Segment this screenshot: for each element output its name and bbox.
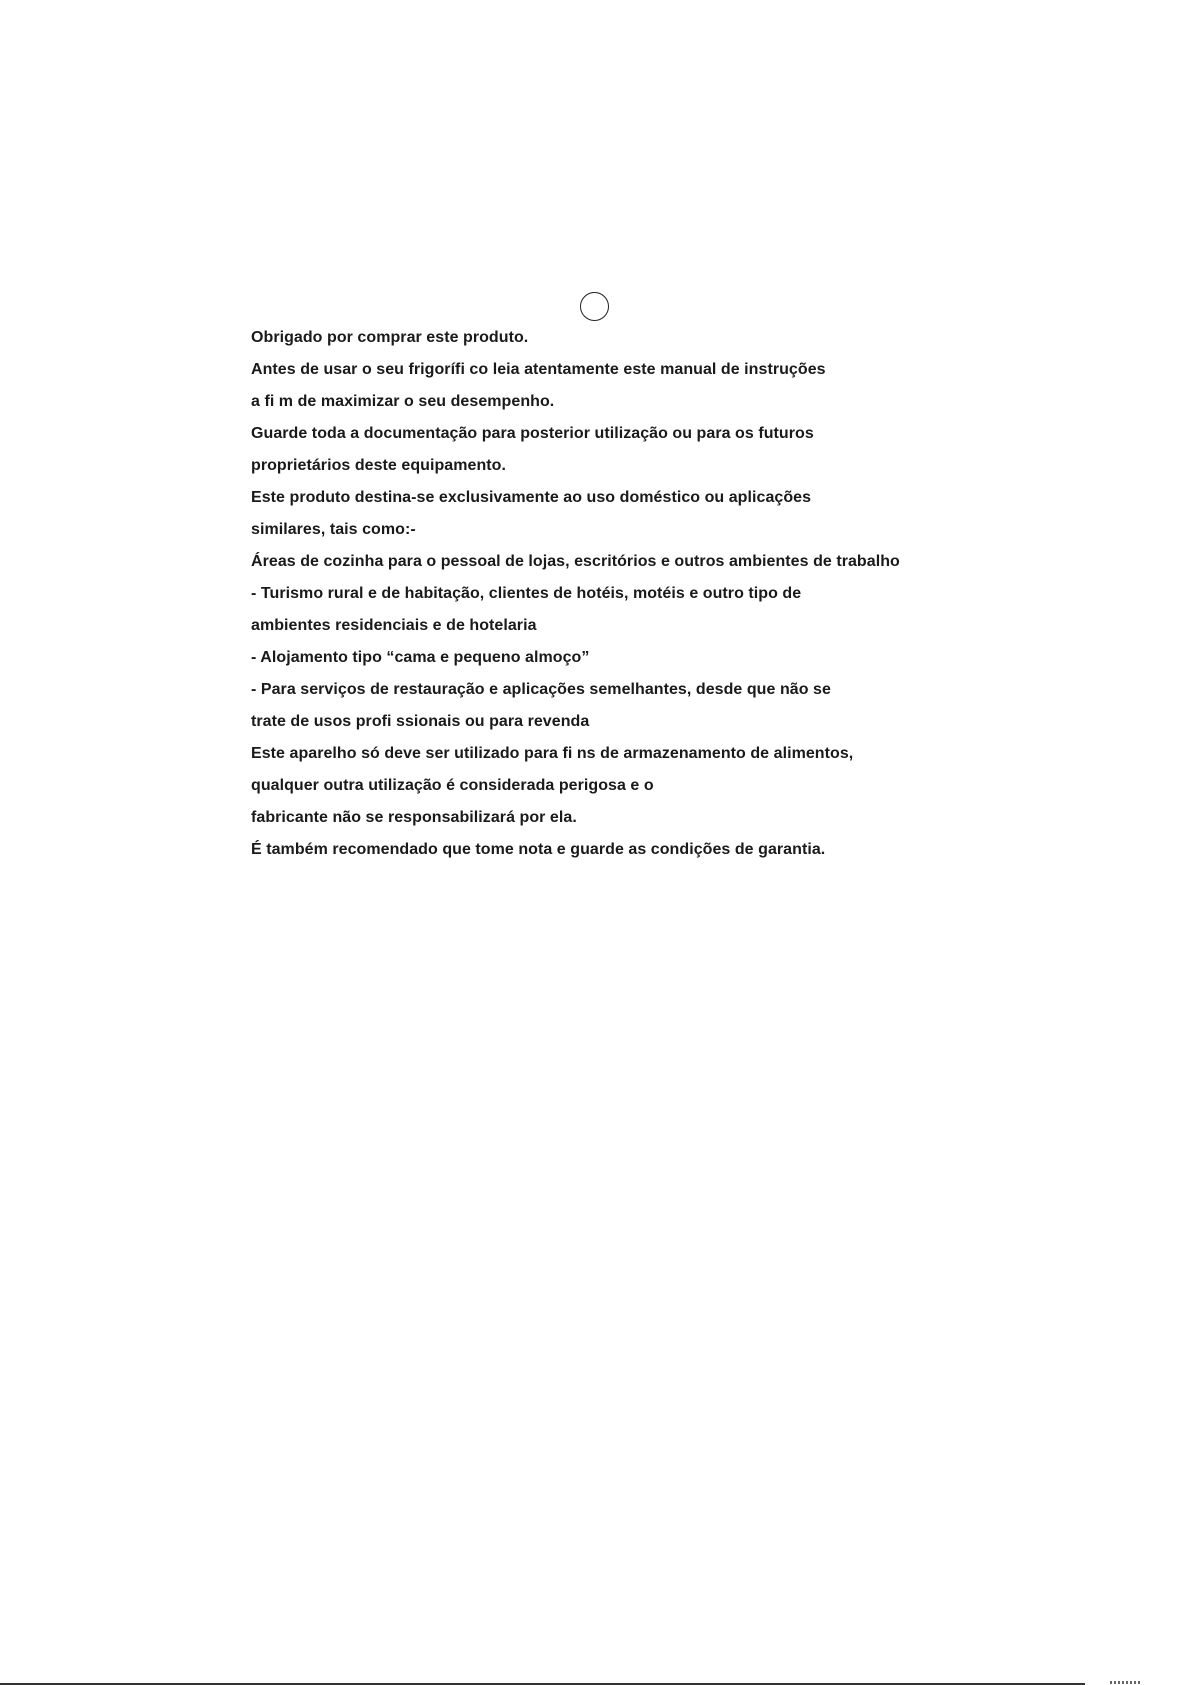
text-line: - Turismo rural e de habitação, clientes de hotéis, motéis e outro tipo de <box>251 585 802 602</box>
text-line: a fi m de maximizar o seu desempenho. <box>251 393 555 410</box>
bottom-divider <box>0 1683 1085 1685</box>
text-line: ambientes residenciais e de hotelaria <box>251 617 537 634</box>
text-line: Este produto destina-se exclusivamente ao uso doméstico ou aplicações <box>251 489 812 506</box>
text-line: - Alojamento tipo “cama e pequeno almoço” <box>251 649 590 666</box>
intro-text-block <box>251 328 900 872</box>
text-line: proprietários deste equipamento. <box>251 457 506 474</box>
circle-icon <box>580 292 609 321</box>
text-line: Guarde toda a documentação para posterior utilização ou para os futuros <box>251 425 814 442</box>
text-line: Este aparelho só deve ser utilizado para fi ns de armazenamento de alimentos, <box>251 745 854 762</box>
text-line: qualquer outra utilização é considerada perigosa e o <box>251 777 654 794</box>
text-line: Áreas de cozinha para o pessoal de lojas, escritórios e outros ambientes de trabalho <box>251 553 900 570</box>
text-line: É também recomendado que tome nota e guarde as condições de garantia. <box>251 841 826 858</box>
text-line: Antes de usar o seu frigorífi co leia atentamente este manual de instruções <box>251 361 826 378</box>
text-line: fabricante não se responsabilizará por ela. <box>251 809 577 826</box>
text-line: similares, tais como:- <box>251 521 416 538</box>
text-line: - Para serviços de restauração e aplicações semelhantes, desde que não se <box>251 681 831 698</box>
text-line: Obrigado por comprar este produto. <box>251 329 529 346</box>
bottom-crop-mark <box>1110 1681 1140 1684</box>
text-line: trate de usos profi ssionais ou para revenda <box>251 713 590 730</box>
